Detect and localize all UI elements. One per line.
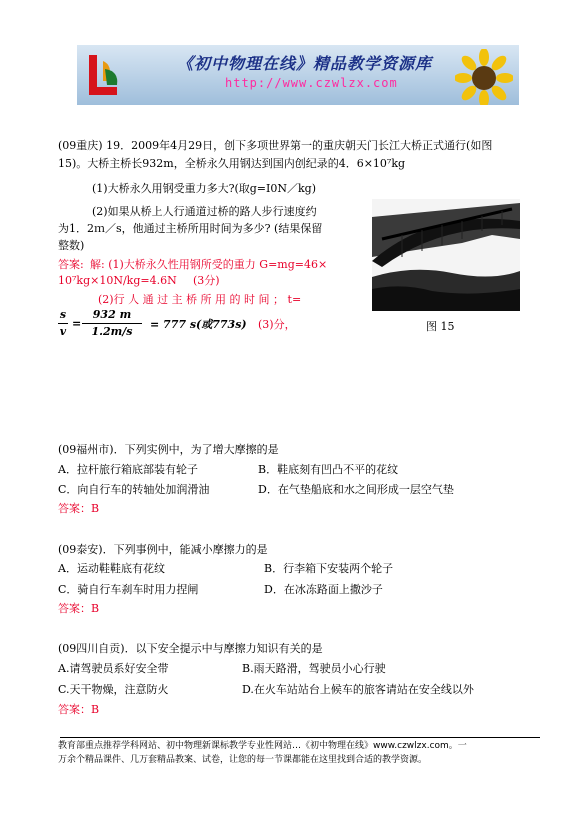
q1-sub2-cont: 为1．2ｍ／s，他通过主桥所用时间为多少? (结果保留 [58, 222, 323, 235]
q2-option-c: C．向自行车的转轴处加润滑油 [58, 483, 210, 496]
q1-sub1: (1)大桥永久用钢受重力多大?(取g=I0N／kg) [92, 182, 316, 195]
q2-stem: (09福州市)．下列实例中，为了增大摩擦的是 [58, 443, 279, 456]
bridge-photo [372, 199, 520, 311]
q1-answer-part1: 解: (1)大桥永久性用钢所受的重力 G=mg=46× [90, 258, 328, 271]
q3-stem: (09泰安)．下列事例中，能减小摩擦力的是 [58, 543, 268, 556]
footer-line2: 万余个精品课件、几万套精品教案、试卷，让您的每一节课都能在这里找到合适的教学资源。 [58, 755, 428, 765]
q1-stem-line2: 15)。大桥主桥长932m，全桥永久用钢达到国内创纪录的4．6×10⁷kg [58, 157, 406, 170]
q1-sub2: (2)如果从桥上人行通道过桥的路人步行速度约 [92, 205, 317, 218]
q4-option-c: C.天干物燥，注意防火 [58, 683, 169, 696]
footer-line1: 教育部重点推荐学科网站、初中物理新课标教学专业性网站…《初中物理在线》www.czwlzx.com。一 [58, 741, 467, 751]
q2-option-d: D．在气垫船底和水之间形成一层空气垫 [258, 483, 454, 496]
q3-option-d: D．在冰冻路面上撒沙子 [264, 583, 383, 596]
q2-option-b: B．鞋底刻有凹凸不平的花纹 [258, 463, 399, 476]
q1-answer-part2-score: (3)分， [258, 318, 296, 331]
q1-answer-part1-score: (3分) [193, 274, 220, 287]
formula-denominator: 1.2m/s [91, 325, 133, 338]
formula-v: v [59, 325, 67, 338]
footer-divider [60, 737, 540, 738]
sunflower-icon [455, 49, 513, 105]
q2-answer: 答案：B [58, 502, 100, 515]
q4-stem: (09四川自贡)．以下安全提示中与摩擦力知识有关的是 [58, 642, 323, 655]
header-banner [77, 45, 519, 105]
q3-option-c: C．骑自行车刹车时用力捏闸 [58, 583, 199, 596]
q4-answer: 答案：B [58, 703, 100, 716]
q2-option-a: A．拉杆旅行箱底部装有轮子 [58, 463, 198, 476]
formula-fraction-bar-2 [82, 323, 142, 324]
site-logo-icon [83, 51, 123, 99]
banner-title: 《初中物理在线》精品教学资源库 [177, 54, 433, 73]
q1-sub2-end: 整数) [58, 239, 85, 252]
formula-s: s [59, 308, 67, 321]
formula-result: = 777 s(或773s) [150, 318, 247, 331]
q1-answer-label: 答案: [58, 258, 84, 271]
q3-answer: 答案：B [58, 602, 100, 615]
q1-answer-part1-cont: 10⁷kg×10N/kg=4.6N [58, 274, 177, 287]
q4-option-a: A.请驾驶员系好安全带 [58, 662, 169, 675]
banner-url[interactable]: http://www.czwlzx.com [225, 76, 398, 90]
q4-option-d: D.在火车站站台上候车的旅客请站在安全线以外 [242, 683, 474, 696]
q1-stem-line1: (09重庆) 19．2009年4月29日，创下多项世界第一的重庆朝天门长江大桥正式通行(如图 [58, 139, 493, 152]
formula-fraction-bar [58, 323, 68, 324]
q1-answer-part2: (2)行 人 通 过 主 桥 所 用 的 时 间 ； t= [98, 293, 302, 306]
q4-option-b: B.雨天路滑，驾驶员小心行驶 [242, 662, 386, 675]
q3-option-a: A．运动鞋鞋底有花纹 [58, 562, 165, 575]
figure-15-caption: 图 15 [426, 320, 455, 333]
q1-time-formula: s v = 932 m 1.2m/s [56, 308, 146, 344]
formula-numerator: 932 m [92, 308, 132, 321]
q3-option-b: B．行李箱下安装两个轮子 [264, 562, 394, 575]
